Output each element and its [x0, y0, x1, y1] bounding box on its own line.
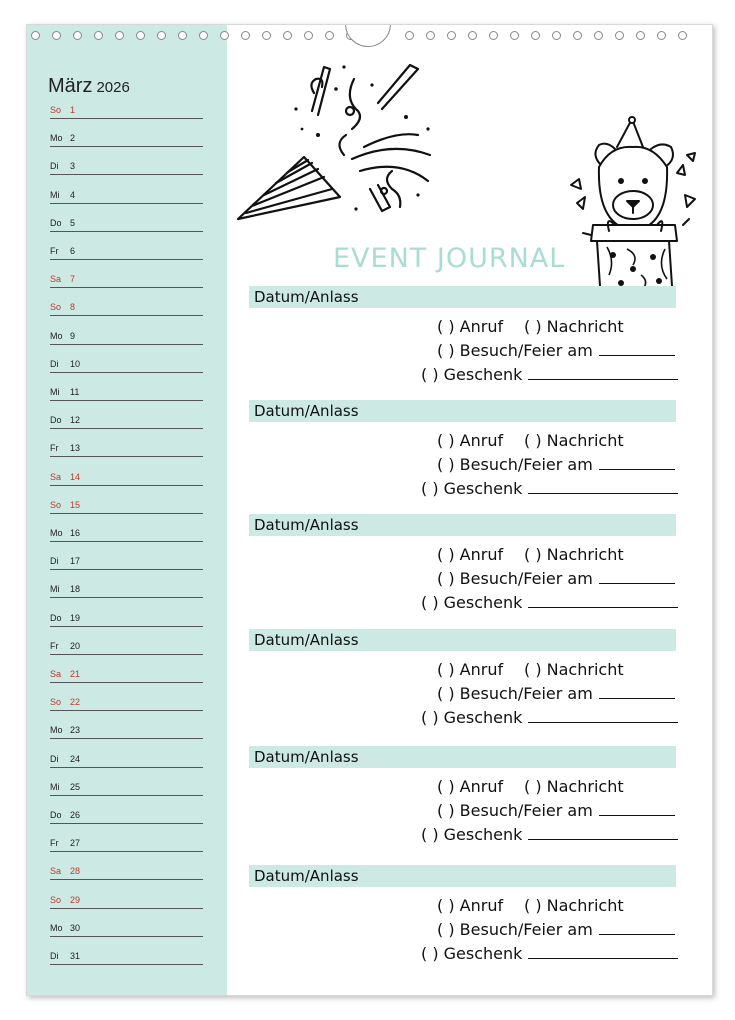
entry-header-bar [249, 286, 676, 308]
day-abbr: So [50, 302, 62, 313]
day-abbr: Mo [50, 330, 63, 341]
binding-hole [52, 31, 61, 40]
day-row [50, 894, 203, 909]
binding-hole [304, 31, 313, 40]
option-gift-label: ( ) Geschenk [421, 593, 523, 612]
day-abbr: Mi [50, 387, 60, 397]
binding-hole [405, 31, 414, 40]
binding-hole [678, 31, 687, 40]
option-visit[interactable] [437, 801, 675, 820]
day-row [50, 950, 203, 965]
option-message[interactable] [524, 317, 624, 336]
day-number: 10 [70, 358, 81, 369]
day-row [50, 330, 203, 345]
month-heading [48, 75, 130, 98]
day-row [50, 668, 203, 683]
binding-hole [468, 31, 477, 40]
day-number: 12 [70, 415, 81, 426]
day-number: 19 [70, 612, 81, 623]
day-abbr: Di [50, 358, 59, 369]
day-row [50, 499, 203, 514]
day-number: 20 [70, 640, 81, 651]
option-visit-label: ( ) Besuch/Feier am [437, 684, 593, 703]
day-row [50, 273, 203, 288]
entry-label: Datum/Anlass [254, 402, 359, 420]
option-call-label: ( ) Anruf [437, 431, 504, 450]
day-number: 18 [70, 584, 81, 595]
day-number: 1 [70, 105, 76, 115]
day-number: 6 [70, 246, 76, 256]
entry-label: Datum/Anlass [254, 288, 359, 306]
day-row [50, 583, 203, 598]
day-row [50, 245, 203, 260]
day-number: 14 [70, 471, 81, 482]
day-number: 5 [70, 217, 76, 228]
day-row [50, 837, 203, 852]
option-gift-write-line[interactable] [528, 595, 678, 608]
option-visit-write-line[interactable] [599, 922, 675, 935]
day-abbr: Mo [50, 133, 63, 144]
month-year: 2026 [96, 79, 130, 96]
option-message[interactable] [524, 660, 624, 679]
day-row [50, 865, 203, 880]
binding-hole [594, 31, 603, 40]
day-abbr: So [50, 499, 62, 510]
option-visit-write-line[interactable] [599, 343, 675, 356]
option-call[interactable] [437, 777, 503, 796]
entry-label: Datum/Anlass [254, 867, 359, 885]
option-gift-label: ( ) Geschenk [421, 944, 523, 963]
day-number: 11 [70, 387, 80, 397]
day-row [50, 217, 203, 232]
day-abbr: Mo [50, 725, 63, 736]
option-gift-write-line[interactable] [528, 367, 678, 380]
day-row [50, 301, 203, 316]
day-number: 21 [70, 669, 81, 679]
option-visit[interactable] [437, 569, 675, 588]
day-row [50, 724, 203, 739]
option-call[interactable] [437, 896, 503, 915]
day-number: 23 [70, 725, 81, 736]
option-call-label: ( ) Anruf [437, 317, 504, 336]
day-abbr: Do [50, 612, 62, 623]
day-number: 22 [70, 697, 81, 708]
entry-label: Datum/Anlass [254, 748, 359, 766]
day-row [50, 358, 203, 373]
day-abbr: Sa [50, 669, 62, 679]
option-gift-label: ( ) Geschenk [421, 365, 523, 384]
binding-hole [657, 31, 666, 40]
day-number: 15 [70, 499, 81, 510]
day-abbr: Di [50, 951, 59, 961]
day-row [50, 809, 203, 824]
entry-label: Datum/Anlass [254, 516, 359, 534]
calendar-page [26, 24, 713, 996]
day-abbr: Sa [50, 471, 62, 482]
day-number: 31 [70, 951, 81, 961]
calendar-sidebar [27, 25, 227, 995]
option-visit-write-line[interactable] [599, 457, 675, 470]
day-number: 25 [70, 781, 81, 792]
option-visit[interactable] [437, 920, 675, 939]
option-gift-write-line[interactable] [528, 827, 678, 840]
binding-hole [531, 31, 540, 40]
binding-hole [262, 31, 271, 40]
option-call-label: ( ) Anruf [437, 777, 504, 796]
option-message[interactable] [524, 896, 624, 915]
binding-hole [510, 31, 519, 40]
month-name: März [48, 75, 93, 97]
binding-hole [325, 31, 334, 40]
day-number: 29 [70, 894, 81, 905]
day-abbr: Fr [50, 838, 59, 849]
option-gift[interactable] [421, 479, 678, 498]
option-message-label: ( ) Nachricht [524, 660, 624, 679]
day-row [50, 132, 203, 147]
option-visit-write-line[interactable] [599, 803, 675, 816]
binding-hole [615, 31, 624, 40]
binding-hole [136, 31, 145, 40]
day-row [50, 922, 203, 937]
option-call-label: ( ) Anruf [437, 545, 504, 564]
option-visit-label: ( ) Besuch/Feier am [437, 569, 593, 588]
option-message[interactable] [524, 431, 624, 450]
binding-hole [283, 31, 292, 40]
day-row [50, 104, 203, 119]
option-visit-label: ( ) Besuch/Feier am [437, 455, 593, 474]
day-number: 26 [70, 810, 81, 820]
day-abbr: Mo [50, 922, 63, 933]
binding-hole [426, 31, 435, 40]
binding-hole [115, 31, 124, 40]
day-row [50, 781, 203, 796]
day-number: 4 [70, 189, 76, 200]
option-gift[interactable] [421, 825, 678, 844]
option-call-label: ( ) Anruf [437, 896, 504, 915]
option-gift[interactable] [421, 365, 678, 384]
teddy-bear-gift-icon [557, 115, 712, 290]
option-message-label: ( ) Nachricht [524, 896, 624, 915]
binding-hole [573, 31, 582, 40]
day-row [50, 555, 203, 570]
day-abbr: Mi [50, 584, 60, 595]
day-number: 2 [70, 133, 76, 144]
binding-hole [636, 31, 645, 40]
option-message-label: ( ) Nachricht [524, 317, 624, 336]
day-number: 13 [70, 443, 81, 454]
day-row [50, 471, 203, 486]
option-gift-label: ( ) Geschenk [421, 708, 523, 727]
day-number: 17 [70, 556, 81, 567]
day-number: 30 [70, 922, 81, 933]
day-number: 16 [70, 528, 81, 538]
day-number: 28 [70, 866, 81, 877]
day-abbr: Sa [50, 274, 62, 285]
day-abbr: Do [50, 217, 62, 228]
option-gift-label: ( ) Geschenk [421, 825, 523, 844]
option-call[interactable] [437, 431, 503, 450]
day-row [50, 160, 203, 175]
binding-hole [178, 31, 187, 40]
option-visit-label: ( ) Besuch/Feier am [437, 341, 593, 360]
binding-hole [447, 31, 456, 40]
option-gift-write-line[interactable] [528, 481, 678, 494]
day-abbr: Mi [50, 781, 60, 792]
option-message-label: ( ) Nachricht [524, 431, 624, 450]
binding-hole [31, 31, 40, 40]
entry-header-bar [249, 629, 676, 651]
option-visit-label: ( ) Besuch/Feier am [437, 920, 593, 939]
day-abbr: Di [50, 161, 59, 172]
day-abbr: Fr [50, 443, 59, 454]
binding-hole [220, 31, 229, 40]
day-abbr: Mo [50, 528, 63, 538]
option-gift-label: ( ) Geschenk [421, 479, 523, 498]
option-gift[interactable] [421, 593, 678, 612]
entry-header-bar [249, 514, 676, 536]
day-abbr: Fr [50, 246, 59, 256]
binding-hole [157, 31, 166, 40]
day-row [50, 527, 203, 542]
option-gift-write-line[interactable] [528, 710, 678, 723]
day-number: 9 [70, 330, 76, 341]
day-number: 7 [70, 274, 76, 285]
day-number: 27 [70, 838, 81, 849]
day-abbr: So [50, 105, 62, 115]
day-row [50, 442, 203, 457]
option-visit-write-line[interactable] [599, 686, 675, 699]
journal-title: EVENT JOURNAL [333, 243, 566, 274]
entry-header-bar [249, 746, 676, 768]
day-row [50, 640, 203, 655]
binding-hole [94, 31, 103, 40]
day-number: 24 [70, 753, 81, 764]
option-gift[interactable] [421, 944, 678, 963]
day-number: 3 [70, 161, 76, 172]
option-call[interactable] [437, 317, 503, 336]
option-visit[interactable] [437, 684, 675, 703]
day-abbr: Sa [50, 866, 62, 877]
option-visit-write-line[interactable] [599, 571, 675, 584]
day-abbr: Di [50, 753, 59, 764]
option-gift[interactable] [421, 708, 678, 727]
day-abbr: Mi [50, 189, 60, 200]
option-message-label: ( ) Nachricht [524, 777, 624, 796]
day-abbr: Do [50, 415, 62, 426]
day-row [50, 386, 203, 401]
option-visit[interactable] [437, 341, 675, 360]
binding-hole [489, 31, 498, 40]
option-message-label: ( ) Nachricht [524, 545, 624, 564]
day-row [50, 753, 203, 768]
binding-hole [241, 31, 250, 40]
binding-hole [73, 31, 82, 40]
binding-hole [552, 31, 561, 40]
option-visit-label: ( ) Besuch/Feier am [437, 801, 593, 820]
day-abbr: Do [50, 810, 62, 820]
day-abbr: So [50, 894, 62, 905]
day-row [50, 612, 203, 627]
option-call[interactable] [437, 545, 503, 564]
binding-hole [199, 31, 208, 40]
option-call[interactable] [437, 660, 503, 679]
party-popper-icon [232, 59, 442, 229]
day-abbr: Di [50, 556, 59, 567]
entry-header-bar [249, 400, 676, 422]
day-abbr: So [50, 697, 62, 708]
option-visit[interactable] [437, 455, 675, 474]
option-gift-write-line[interactable] [528, 946, 678, 959]
day-row [50, 696, 203, 711]
day-number: 8 [70, 302, 76, 313]
option-message[interactable] [524, 777, 624, 796]
entry-label: Datum/Anlass [254, 631, 359, 649]
day-row [50, 189, 203, 204]
option-message[interactable] [524, 545, 624, 564]
day-abbr: Fr [50, 640, 59, 651]
entry-header-bar [249, 865, 676, 887]
option-call-label: ( ) Anruf [437, 660, 504, 679]
day-row [50, 414, 203, 429]
